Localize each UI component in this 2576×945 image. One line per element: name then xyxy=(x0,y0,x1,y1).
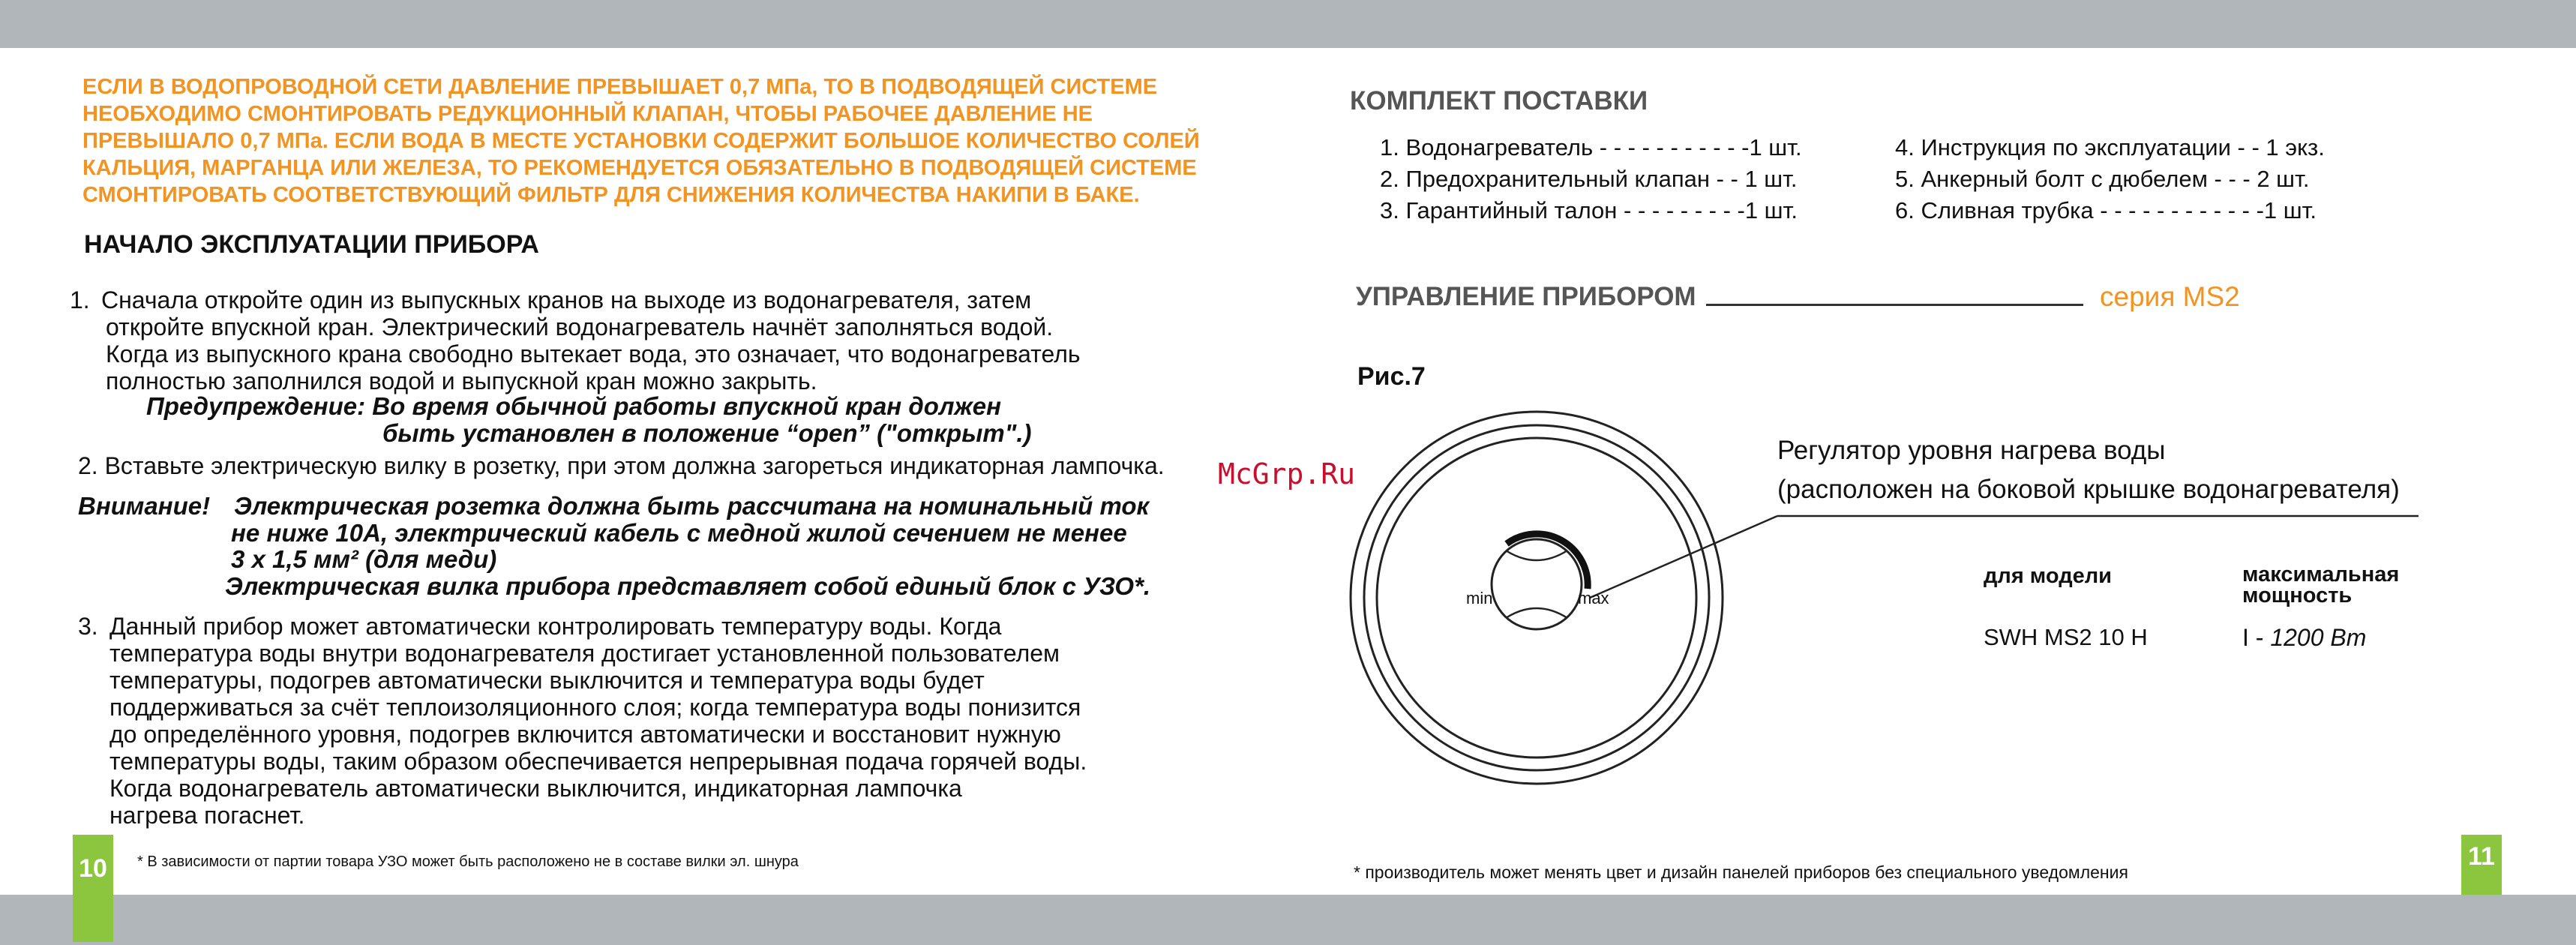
kit-item: 4. Инструкция по эксплуатации - - 1 экз. xyxy=(1895,134,2325,160)
kit-list-right xyxy=(1895,132,2325,226)
knob-grip-bottom xyxy=(1506,608,1567,618)
power-value xyxy=(2242,624,2366,652)
step1-line: откройте впускной кран. Электрический водонагреватель начнёт заполняться водой. xyxy=(106,314,1054,340)
bottom-bar xyxy=(0,895,2576,945)
kit-item: 3. Гарантийный талон - - - - - - - - -1 шт. xyxy=(1380,197,1798,224)
kit-list-left xyxy=(1380,132,1802,226)
step3-line: поддерживаться за счёт теплоизоляционного слоя; когда температура воды понизится xyxy=(109,694,1081,721)
section-heading-start: НАЧАЛО ЭКСПЛУАТАЦИИ ПРИБОРА xyxy=(84,230,539,259)
callout-line xyxy=(1590,516,1777,598)
kit-heading: КОМПЛЕКТ ПОСТАВКИ xyxy=(1350,86,1648,116)
step3-number: 3. xyxy=(78,613,98,640)
attention-line3: 3 x 1,5 мм² (для меди) xyxy=(231,545,497,573)
step3-line: Данный прибор может автоматически контролировать температуру воды. Когда xyxy=(109,613,1002,640)
left-footnote: * В зависимости от партии товара УЗО может быть расположено не в составе вилки эл. шнура xyxy=(137,854,799,870)
operation-warning-line1: Предупреждение: Во время обычной работы впускной кран должен xyxy=(146,392,1002,420)
knob-grip-top xyxy=(1506,550,1567,560)
figure-label: Рис.7 xyxy=(1357,362,1426,391)
knob-max-label: max xyxy=(1578,589,1609,608)
step3-line: Когда водонагреватель автоматически выключится, индикаторная лампочка xyxy=(109,775,962,802)
step3-line: нагрева погаснет. xyxy=(109,802,305,829)
outer-ring xyxy=(1351,412,1723,784)
top-bar xyxy=(0,0,2576,48)
attention-line1: Электрическая розетка должна быть рассчитана на номинальный ток xyxy=(234,492,1150,520)
power-header-line1: максимальная xyxy=(2242,562,2400,586)
control-heading: УПРАВЛЕНИЕ ПРИБОРОМ xyxy=(1356,282,1696,311)
series-label: серия MS2 xyxy=(2100,281,2240,312)
model-column-header: для модели xyxy=(1984,564,2112,588)
power-watts: 1200 Вт xyxy=(2270,624,2367,651)
page-number-10: 10 xyxy=(73,835,113,942)
step3-line: температуры воды, таким образом обеспечивается непрерывная подача горячей воды. xyxy=(109,748,1087,775)
callout-line1: Регулятор уровня нагрева воды xyxy=(1777,436,2166,465)
kit-item: 1. Водонагреватель - - - - - - - - - - -1 шт. xyxy=(1380,134,1802,160)
pressure-warning xyxy=(82,74,1297,208)
step3-line: до определённого уровня, подогрев включится автоматически и восстановит нужную xyxy=(109,721,1061,748)
knob xyxy=(1492,539,1582,629)
power-column-header xyxy=(2242,564,2399,606)
step1-text xyxy=(101,286,1081,394)
step1-line: Сначала откройте один из выпускных кранов на выходе из водонагревателя, затем xyxy=(101,286,1032,314)
step1-number: 1. xyxy=(70,286,90,314)
step2-text: 2. Вставьте электрическую вилку в розетку, при этом должна загореться индикаторная лампочка. xyxy=(78,452,1165,479)
right-footnote: * производитель может менять цвет и дизайн панелей приборов без специального уведомления xyxy=(1354,862,2128,882)
step3-text xyxy=(109,613,1087,829)
page-number-11: 11 xyxy=(2461,835,2502,895)
watermark: McGrp.Ru xyxy=(1218,458,1356,490)
heading-rule xyxy=(1706,304,2083,306)
power-roman: I - xyxy=(2242,624,2264,651)
warning-line: ПРЕВЫШАЛО 0,7 МПа. ЕСЛИ ВОДА В МЕСТЕ УСТАНОВКИ СОДЕРЖИТ БОЛЬШОЕ КОЛИЧЕСТВО СОЛЕЙ xyxy=(82,129,1200,153)
attention-line2: не ниже 10А, электрический кабель с медной жилой сечением не менее xyxy=(231,519,1127,547)
power-header-line2: мощность xyxy=(2242,584,2353,608)
warning-line: СМОНТИРОВАТЬ СООТВЕТСТВУЮЩИЙ ФИЛЬТР ДЛЯ СНИЖЕНИЯ КОЛИЧЕСТВА НАКИПИ В БАКЕ. xyxy=(82,183,1140,207)
warning-line: ЕСЛИ В ВОДОПРОВОДНОЙ СЕТИ ДАВЛЕНИЕ ПРЕВЫШАЕТ 0,7 МПа, ТО В ПОДВОДЯЩЕЙ СИСТЕМЕ xyxy=(82,75,1158,99)
attention-label: Внимание! xyxy=(78,492,211,520)
callout-line2: (расположен на боковой крышке водонагревателя) xyxy=(1777,475,2400,504)
regulator-callout xyxy=(1777,431,2400,509)
step3-line: температура воды внутри водонагревателя достигает установленной пользователем xyxy=(109,640,1060,667)
step1-line: полностью заполнился водой и выпускной кран можно закрыть. xyxy=(106,368,817,394)
step1-line: Когда из выпускного крана свободно вытекает вода, это означает, что водонагреватель xyxy=(106,340,1081,368)
attention-line4: Электрическая вилка прибора представляет собой единый блок с УЗО*. xyxy=(225,572,1151,600)
model-value: SWH MS2 10 H xyxy=(1984,624,2148,650)
kit-item: 2. Предохранительный клапан - - 1 шт. xyxy=(1380,166,1798,192)
kit-item: 5. Анкерный болт с дюбелем - - - 2 шт. xyxy=(1895,166,2310,192)
operation-warning-line2: быть установлен в положение “open” ("открыт".) xyxy=(382,419,1032,447)
knob-min-label: min xyxy=(1466,589,1493,608)
warning-line: КАЛЬЦИЯ, МАРГАНЦА ИЛИ ЖЕЛЕЗА, ТО РЕКОМЕНДУЕТСЯ ОБЯЗАТЕЛЬНО В ПОДВОДЯЩЕЙ СИСТЕМЕ xyxy=(82,156,1197,180)
bezel-ring xyxy=(1377,438,1696,758)
inner-ring xyxy=(1364,425,1709,770)
step3-line: температуры, подогрев автоматически выключится и температура воды будет xyxy=(109,667,985,694)
warning-line: НЕОБХОДИМО СМОНТИРОВАТЬ РЕДУКЦИОННЫЙ КЛАПАН, ЧТОБЫ РАБОЧЕЕ ДАВЛЕНИЕ НЕ xyxy=(82,102,1093,126)
kit-item: 6. Сливная трубка - - - - - - - - - - - -1 шт. xyxy=(1895,197,2317,224)
